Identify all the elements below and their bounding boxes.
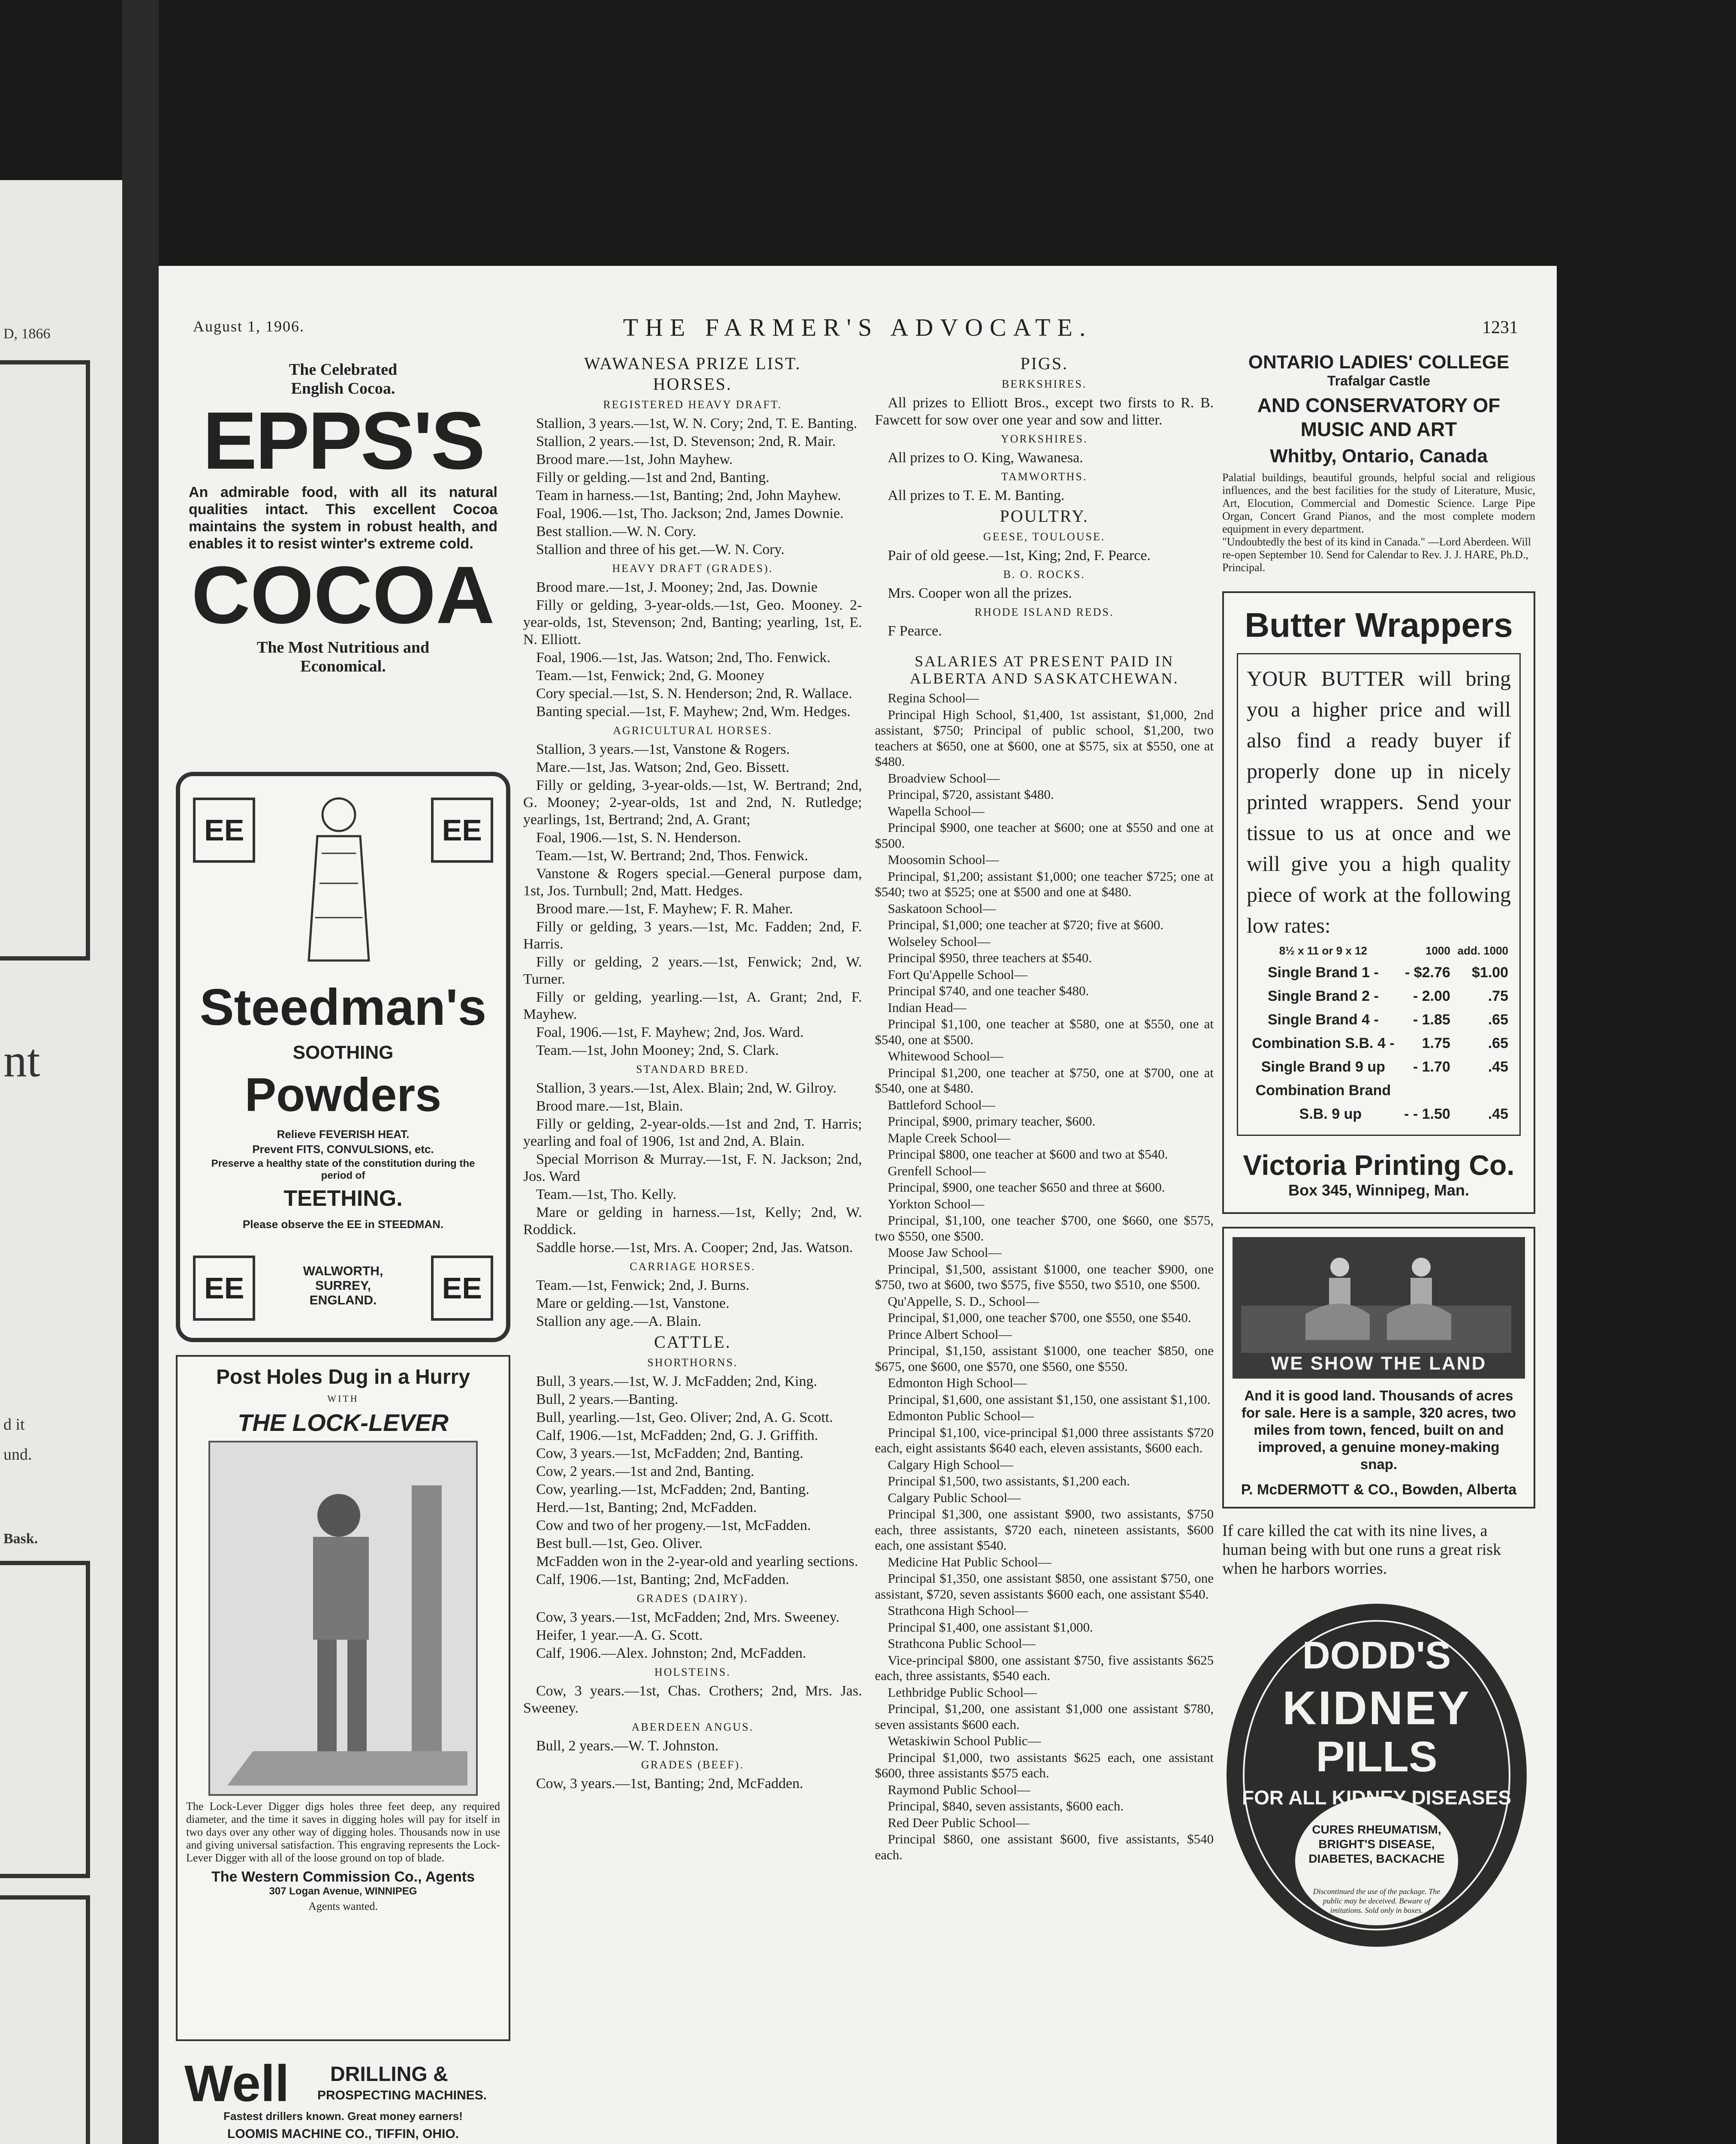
salary-entry: Principal, $1,000, one teacher $700, one $550, one $540. bbox=[888, 1310, 1191, 1325]
college-title2: AND CONSERVATORY OF MUSIC AND ART bbox=[1257, 394, 1501, 440]
college-title: ONTARIO LADIES' COLLEGE bbox=[1248, 352, 1510, 373]
prize-entry: Heifer, 1 year.—A. G. Scott. bbox=[536, 1627, 703, 1643]
prize-entry: Foal, 1906.—1st, Jas. Watson; 2nd, Tho. Fenwick. bbox=[536, 650, 831, 665]
posthole-address: 307 Logan Avenue, WINNIPEG bbox=[269, 1885, 417, 1897]
salary-entry: Principal $950, three teachers at $540. bbox=[888, 950, 1092, 965]
subsection-heading: CARRIAGE HORSES. bbox=[630, 1260, 756, 1273]
price-cell: Single Brand 2 - bbox=[1267, 988, 1379, 1004]
salary-entry: Principal $900, one teacher at $600; one at $550 and one at $500. bbox=[875, 820, 1214, 851]
salary-entry: Principal $860, one assistant $600, five assistants, $540 each. bbox=[875, 1831, 1214, 1862]
salary-entry: Edmonton High School— bbox=[888, 1375, 1027, 1390]
college-location: Whitby, Ontario, Canada bbox=[1270, 446, 1488, 467]
salary-entry: Strathcona High School— bbox=[888, 1603, 1028, 1618]
college-body: Palatial buildings, beautiful grounds, helpful social and religious influences, and the best facilities for the study of Literature, Music, Art, Elocution, Commercial and Domestic Science. Large Pipe Organ, Concert Grand Pianos, and the most complete modern equipment in every department. bbox=[1222, 471, 1535, 535]
edge-ad-frame bbox=[0, 360, 90, 961]
prize-entry: Mare.—1st, Jas. Watson; 2nd, Geo. Bissett. bbox=[536, 759, 790, 775]
prize-entry: Brood mare.—1st, Blain. bbox=[536, 1098, 683, 1114]
price-cell: 1.75 bbox=[1422, 1035, 1450, 1051]
posthole-body: The Lock-Lever Digger digs holes three feet deep, any required diameter, and the time it saves in digging holes will pay for itself in two days over any other way of digging holes. Thousands now in use and giving universal satisfaction. This engraving represents the Lock-Lever Digger with all of the loose ground on top of blade. bbox=[186, 1800, 500, 1864]
prize-entry: McFadden won in the 2-year-old and yearling sections. bbox=[536, 1554, 858, 1569]
salary-entry: Principal $1,350, one assistant $850, one assistant $750, one assistant, $720, seven assistants $600 each, one assistant $540. bbox=[875, 1571, 1214, 1602]
butter-body-box bbox=[1237, 653, 1521, 1136]
salary-entry: Principal $1,400, one assistant $1,000. bbox=[888, 1619, 1093, 1635]
posthole-brand: THE LOCK-LEVER bbox=[238, 1409, 449, 1436]
salary-entry: Principal $740, and one teacher $480. bbox=[888, 983, 1089, 998]
section-heading: HORSES. bbox=[653, 374, 732, 394]
price-cell: - $2.76 bbox=[1404, 964, 1450, 981]
price-cell: Single Brand 1 - bbox=[1267, 964, 1379, 981]
issue-date: August 1, 1906. bbox=[193, 318, 305, 335]
prize-entry: Calf, 1906.—1st, McFadden; 2nd, G. J. Griffith. bbox=[536, 1427, 818, 1443]
prize-entry: Cow, yearling.—1st, McFadden; 2nd, Banting. bbox=[536, 1482, 810, 1497]
prize-entry: Best stallion.—W. N. Cory. bbox=[536, 524, 696, 539]
salary-entry: Qu'Appelle, S. D., School— bbox=[888, 1293, 1039, 1309]
price-cell: - - 1.50 bbox=[1404, 1106, 1450, 1122]
salary-entry: Indian Head— bbox=[888, 1000, 967, 1015]
corner-mark: EE bbox=[431, 1256, 493, 1321]
prize-entry: Mare or gelding.—1st, Vanstone. bbox=[536, 1295, 729, 1311]
prize-entry: Stallion, 3 years.—1st, Alex. Blain; 2nd, W. Gilroy. bbox=[536, 1080, 837, 1096]
salary-entry: Principal, $1,200; assistant $1,000; one teacher $725; one at $540; two at $525; one at $500 and one at $480. bbox=[875, 868, 1214, 899]
butter-wrappers-ad bbox=[1222, 591, 1535, 1214]
salary-entry: Principal $1,300, one assistant $900, two assistants, $750 each, three assistants, $720 each, nineteen assistants, $600 each, one assistant $540. bbox=[875, 1506, 1214, 1553]
land-ad bbox=[1222, 1227, 1535, 1509]
salary-entry: Principal, $1,000; one teacher at $720; five at $600. bbox=[888, 917, 1164, 932]
salary-entry: Broadview School— bbox=[888, 770, 1000, 786]
prize-entry: Vanstone & Rogers special.—General purpose dam, 1st, Jos. Turnbull; 2nd, Matt. Hedges. bbox=[523, 866, 862, 899]
prize-entry: Team in harness.—1st, Banting; 2nd, John Mayhew. bbox=[536, 488, 841, 503]
newspaper-page bbox=[159, 266, 1557, 2144]
prize-entry: Filly or gelding, 3 years.—1st, Mc. Fadden; 2nd, F. Harris. bbox=[523, 919, 862, 952]
prize-entry: Stallion, 2 years.—1st, D. Stevenson; 2nd, R. Mair. bbox=[536, 434, 836, 449]
epps-body: An admirable food, with all its natural qualities intact. This excellent Cocoa maintains the system in robust health, and enables it to resist winter's extreme cold. bbox=[189, 484, 497, 552]
salary-entry: Principal, $1,500, assistant $1000, one teacher $900, one $750, two at $600, two $575, five $550, two $510, one $500. bbox=[875, 1261, 1214, 1292]
land-illustration bbox=[1233, 1237, 1525, 1379]
salary-entry: Lethbridge Public School— bbox=[888, 1684, 1037, 1700]
prize-entry: Cow and two of her progeny.—1st, McFadden. bbox=[536, 1518, 811, 1533]
price-cell: $1.00 bbox=[1471, 964, 1508, 981]
steedman-relieve: Relieve FEVERISH HEAT. bbox=[277, 1128, 410, 1141]
dodds-line1: DODD'S bbox=[1302, 1634, 1451, 1677]
page-number: 1231 bbox=[1482, 318, 1518, 337]
prize-entry: Cow, 3 years.—1st, Banting; 2nd, McFadden. bbox=[536, 1776, 803, 1792]
ontario-ladies-college-ad bbox=[1222, 352, 1535, 574]
subsection-heading: TAMWORTHS. bbox=[1001, 470, 1088, 483]
prize-entry: Bull, yearling.—1st, Geo. Oliver; 2nd, A. G. Scott. bbox=[536, 1409, 833, 1425]
price-cell: Combination Brand bbox=[1255, 1082, 1391, 1099]
prize-entry: Foal, 1906.—1st, S. N. Henderson. bbox=[536, 830, 741, 846]
man-digging-illustration bbox=[210, 1442, 476, 1794]
price-cell: S.B. 9 up bbox=[1299, 1106, 1362, 1122]
steedman-teething: TEETHING. bbox=[283, 1186, 403, 1211]
masthead: THE FARMER'S ADVOCATE. bbox=[623, 313, 1093, 341]
well-line2: PROSPECTING MACHINES. bbox=[317, 2088, 487, 2102]
epps-cocoa-ad bbox=[176, 352, 510, 772]
price-cell: .65 bbox=[1488, 1012, 1508, 1028]
prize-entry: Stallion, 3 years.—1st, Vanstone & Rogers. bbox=[536, 741, 790, 757]
salary-entry: Fort Qu'Appelle School— bbox=[888, 967, 1028, 982]
dodds-line2: KIDNEY bbox=[1282, 1682, 1471, 1734]
price-cell: add. 1000 bbox=[1457, 944, 1508, 957]
prize-entry: Team.—1st, Fenwick; 2nd, G. Mooney bbox=[536, 668, 765, 684]
salary-entry: Moosomin School— bbox=[888, 852, 999, 867]
steedman-line2: Powders bbox=[244, 1069, 442, 1121]
edge-fragment: Bask. bbox=[3, 1531, 38, 1547]
prize-entry: Filly or gelding, 2 years.—1st, Fenwick; 2nd, W. Turner. bbox=[523, 954, 862, 987]
salary-entry: Wolseley School— bbox=[888, 933, 991, 949]
salary-entry: Calgary Public School— bbox=[888, 1490, 1021, 1505]
riders-illustration bbox=[1241, 1241, 1511, 1353]
steedman-prevent: Prevent FITS, CONVULSIONS, etc. bbox=[252, 1143, 434, 1156]
dodds-inner: CURES RHEUMATISM, BRIGHT'S DISEASE, DIABETES, BACKACHE bbox=[1308, 1823, 1445, 1865]
edge-fragment: d it bbox=[3, 1415, 25, 1433]
price-cell: - 1.70 bbox=[1413, 1059, 1450, 1075]
edge-ad-frame bbox=[0, 1895, 90, 2144]
dodds-ring: FOR ALL KIDNEY DISEASES bbox=[1242, 1786, 1511, 1809]
salary-entry: Principal, $900, one teacher $650 and three at $600. bbox=[888, 1180, 1165, 1195]
section-heading: POULTRY. bbox=[1000, 506, 1089, 526]
post-hole-digger-ad bbox=[176, 1355, 510, 2041]
salary-entry: Wapella School— bbox=[888, 803, 985, 819]
prize-entry: Cory special.—1st, S. N. Henderson; 2nd, R. Wallace. bbox=[536, 686, 852, 702]
salary-entry: Medicine Hat Public School— bbox=[888, 1554, 1052, 1569]
corner-mark: EE bbox=[431, 798, 493, 863]
salary-entry: Principal $800, one teacher at $600 and two at $540. bbox=[888, 1147, 1168, 1162]
steedman-preserve: Preserve a healthy state of the constitution during the period of bbox=[211, 1158, 475, 1181]
posthole-title: Post Holes Dug in a Hurry bbox=[216, 1366, 470, 1388]
land-banner: WE SHOW THE LAND bbox=[1271, 1353, 1487, 1374]
salary-entry: Principal, $1,200, one assistant $1,000 one assistant $780, seven assistants $600 each. bbox=[875, 1701, 1214, 1732]
prize-entry: Best bull.—1st, Geo. Oliver. bbox=[536, 1536, 703, 1551]
prize-entry: Cow, 3 years.—1st, McFadden; 2nd, Mrs. Sweeney. bbox=[536, 1609, 840, 1625]
epps-product: COCOA bbox=[191, 550, 495, 641]
salary-entry: Principal $1,200, one teacher at $750, one at $700, one at $540, one at $480. bbox=[875, 1065, 1214, 1096]
prize-entry: Foal, 1906.—1st, Tho. Jackson; 2nd, James Downie. bbox=[536, 506, 844, 521]
printing-company: Victoria Printing Co. bbox=[1243, 1149, 1515, 1181]
prize-entry: Filly or gelding, 3-year-olds.—1st, W. Bertrand; 2nd, G. Mooney; 2-year-olds, 1st and 2nd, N. Rutledge; yearlings, 1st, Bertrand; 2nd, A. Grant; bbox=[523, 777, 862, 828]
college-quote: "Undoubtedly the best of its kind in Canada." —Lord Aberdeen. Will re-open September 10. Send for Calendar to Rev. J. J. HARE, Ph.D., Principal. bbox=[1222, 536, 1531, 574]
subsection-heading: SHORTHORNS. bbox=[647, 1356, 738, 1369]
prize-entry: Calf, 1906.—1st, Banting; 2nd, McFadden. bbox=[536, 1572, 790, 1587]
price-cell: 1000 bbox=[1425, 944, 1450, 957]
prize-entry: All prizes to T. E. M. Banting. bbox=[888, 488, 1065, 503]
steedman-brand: Steedman's bbox=[199, 979, 487, 1036]
salary-entry: Battleford School— bbox=[888, 1097, 995, 1112]
price-cell bbox=[1453, 1079, 1511, 1102]
digger-illustration bbox=[208, 1441, 478, 1796]
prize-entry: Cow, 3 years.—1st, Chas. Crothers; 2nd, Mrs. Jas. Sweeney. bbox=[523, 1683, 862, 1716]
prize-entry: Brood mare.—1st, John Mayhew. bbox=[536, 452, 733, 467]
price-cell: .45 bbox=[1488, 1059, 1508, 1075]
column-pigs-and-salaries bbox=[875, 352, 1214, 1864]
land-company: P. McDERMOTT & CO., Bowden, Alberta bbox=[1241, 1482, 1517, 1498]
price-row bbox=[1247, 1032, 1511, 1055]
price-row bbox=[1247, 961, 1511, 985]
price-header bbox=[1247, 941, 1511, 961]
salary-entry: Maple Creek School— bbox=[888, 1130, 1010, 1145]
edge-fragment: und. bbox=[3, 1445, 32, 1463]
salary-entry: Calgary High School— bbox=[888, 1457, 1013, 1472]
prize-entry: Stallion, 3 years.—1st, W. N. Cory; 2nd, T. E. Banting. bbox=[536, 416, 857, 431]
salary-entry: Saskatoon School— bbox=[888, 900, 996, 916]
edge-ad-frame bbox=[0, 1561, 90, 1878]
salary-entry: Prince Albert School— bbox=[888, 1326, 1012, 1342]
epps-brand: EPPS'S bbox=[202, 395, 484, 486]
section-heading: CATTLE. bbox=[654, 1332, 731, 1352]
adjacent-page-fragment bbox=[0, 180, 122, 2144]
salary-entry: Wetaskiwin School Public— bbox=[888, 1733, 1041, 1748]
prize-entry: Calf, 1906.—Alex. Johnston; 2nd, McFadden. bbox=[536, 1645, 806, 1661]
price-table bbox=[1247, 941, 1511, 1126]
price-cell bbox=[1400, 1079, 1453, 1102]
salary-entry: Principal, $1,100, one teacher $700, one $660, one $575, two $550, one $500. bbox=[875, 1213, 1214, 1244]
article-title: WAWANESA PRIZE LIST. bbox=[584, 354, 802, 373]
subsection-heading: RHODE ISLAND REDS. bbox=[974, 606, 1114, 618]
well-line3: Fastest drillers known. Great money earners! bbox=[223, 2110, 463, 2123]
page-gutter bbox=[122, 0, 159, 2144]
prize-entry: Pair of old geese.—1st, King; 2nd, F. Pearce. bbox=[888, 548, 1151, 563]
well-line4: LOOMIS MACHINE CO., TIFFIN, OHIO. bbox=[227, 2127, 459, 2141]
price-cell: 8½ x 11 or 9 x 12 bbox=[1279, 944, 1368, 957]
epps-tagline: The Most Nutritious and Economical. bbox=[256, 638, 430, 675]
price-cell: - 1.85 bbox=[1413, 1012, 1450, 1028]
filler-paragraph: If care killed the cat with its nine lives, a human being with but one runs a great risk when he harbors worries. bbox=[1222, 1522, 1501, 1578]
subsection-heading: REGISTERED HEAVY DRAFT. bbox=[603, 398, 782, 411]
price-cell: Single Brand 9 up bbox=[1261, 1059, 1385, 1075]
dodds-kidney-pills-ad bbox=[1222, 1595, 1531, 1947]
section-heading: PIGS. bbox=[1020, 354, 1068, 373]
steedman-address: WALWORTH, SURREY, ENGLAND. bbox=[303, 1264, 383, 1307]
salary-entry: Principal, $840, seven assistants, $600 each. bbox=[888, 1798, 1124, 1813]
salary-entry: Regina School— bbox=[888, 690, 979, 705]
salary-entry: Moose Jaw School— bbox=[888, 1245, 1002, 1260]
edge-fragment: nt bbox=[3, 1034, 40, 1087]
salary-entry: Principal, $900, primary teacher, $600. bbox=[888, 1114, 1096, 1129]
prize-entry: Brood mare.—1st, F. Mayhew; F. R. Maher. bbox=[536, 901, 793, 917]
column-wawanesa-prize-list bbox=[523, 352, 862, 1793]
prize-entry: Filly or gelding, 2-year-olds.—1st and 2nd, T. Harris; yearling and foal of 1906, 1st and 2nd, A. Blain. bbox=[523, 1116, 862, 1149]
salary-entry: Strathcona Public School— bbox=[888, 1636, 1036, 1651]
posthole-agents: The Western Commission Co., Agents bbox=[211, 1869, 475, 1885]
prize-entry: Team.—1st, Tho. Kelly. bbox=[536, 1186, 677, 1202]
steedman-observe: Please observe the EE in STEEDMAN. bbox=[242, 1218, 444, 1231]
salary-entry: Principal $1,100, vice-principal $1,000 three assistants $720 each, eight assistants $640 each, eleven assistants, $600 each. bbox=[875, 1424, 1214, 1455]
subsection-heading: BERKSHIRES. bbox=[1001, 378, 1087, 390]
price-cell: - 2.00 bbox=[1413, 988, 1450, 1004]
price-cell: .65 bbox=[1488, 1035, 1508, 1051]
prize-entry: Mare or gelding in harness.—1st, Kelly; 2nd, W. Roddick. bbox=[523, 1204, 862, 1238]
prize-entry: Filly or gelding, yearling.—1st, A. Grant; 2nd, F. Mayhew. bbox=[523, 989, 862, 1022]
subsection-heading: ABERDEEN ANGUS. bbox=[631, 1721, 754, 1733]
subsection-heading: STANDARD BRED. bbox=[636, 1063, 749, 1075]
article-title: SALARIES AT PRESENT PAID IN ALBERTA AND SASKATCHEWAN. bbox=[910, 653, 1179, 687]
subsection-heading: HOLSTEINS. bbox=[654, 1666, 731, 1678]
well-drilling-ad bbox=[176, 2054, 510, 2144]
well-big: Well bbox=[184, 2055, 289, 2112]
page-header bbox=[159, 313, 1557, 347]
subsection-heading: GEESE, TOULOUSE. bbox=[983, 530, 1106, 543]
salary-list bbox=[875, 690, 1214, 1863]
land-body: And it is good land. Thousands of acres for sale. Here is a sample, 320 acres, two miles from town, fenced, built on and improved, a genuine money-making snap. bbox=[1241, 1388, 1516, 1472]
prize-entry: Special Morrison & Murray.—1st, F. N. Jackson; 2nd, Jos. Ward bbox=[523, 1151, 862, 1184]
prize-entry: Filly or gelding.—1st and 2nd, Banting. bbox=[536, 470, 769, 485]
salary-entry: Principal $1,500, two assistants, $1,200 each. bbox=[888, 1473, 1130, 1488]
prize-entry: Mrs. Cooper won all the prizes. bbox=[888, 585, 1072, 601]
price-row bbox=[1247, 1008, 1511, 1032]
price-row bbox=[1247, 1055, 1511, 1079]
salary-entry: Grenfell School— bbox=[888, 1163, 986, 1178]
column-advertisements-right bbox=[1222, 352, 1535, 1947]
printing-address: Box 345, Winnipeg, Man. bbox=[1288, 1181, 1469, 1199]
salary-entry: Vice-principal $800, one assistant $750, five assistants $625 each, three assistants, $540 each. bbox=[875, 1652, 1214, 1683]
prize-entry: Banting special.—1st, F. Mayhew; 2nd, Wm. Hedges. bbox=[536, 704, 851, 720]
price-cell: .45 bbox=[1488, 1106, 1508, 1122]
salary-entry: Principal, $1,600, one assistant $1,150, one assistant $1,100. bbox=[888, 1391, 1211, 1407]
butter-title: Butter Wrappers bbox=[1245, 606, 1513, 644]
price-cell: .75 bbox=[1488, 988, 1508, 1004]
price-row bbox=[1247, 1102, 1511, 1126]
prize-entry: Brood mare.—1st, J. Mooney; 2nd, Jas. Downie bbox=[536, 579, 818, 595]
edge-date: D, 1866 bbox=[3, 326, 51, 342]
prize-entry: Team.—1st, John Mooney; 2nd, S. Clark. bbox=[536, 1042, 779, 1058]
subsection-heading: GRADES (BEEF). bbox=[641, 1759, 744, 1771]
college-subtitle: Trafalgar Castle bbox=[1327, 373, 1431, 388]
prize-entry: Bull, 2 years.—Banting. bbox=[536, 1391, 678, 1407]
prize-entry: Stallion any age.—A. Blain. bbox=[536, 1313, 702, 1329]
prize-entry: Stallion and three of his get.—W. N. Cory. bbox=[536, 542, 785, 557]
price-row bbox=[1247, 1079, 1511, 1102]
subsection-heading: HEAVY DRAFT (GRADES). bbox=[612, 562, 773, 575]
prize-entry: Bull, 3 years.—1st, W. J. McFadden; 2nd, King. bbox=[536, 1373, 817, 1389]
subsection-heading: YORKSHIRES. bbox=[1001, 433, 1088, 445]
prize-entry: Team.—1st, W. Bertrand; 2nd, Thos. Fenwick. bbox=[536, 848, 808, 864]
subsection-heading: B. O. ROCKS. bbox=[1003, 568, 1085, 581]
salary-entry: Principal High School, $1,400, 1st assistant, $1,000, 2nd assistant, $750; Principal of public school, $1,200, two teachers at $650, one at $600, one at $575, six at $550, one at $480. bbox=[875, 707, 1214, 769]
epps-intro: The Celebrated English Cocoa. bbox=[289, 361, 398, 397]
prize-entry: All prizes to O. King, Wawanesa. bbox=[888, 450, 1083, 466]
dodds-line3: PILLS bbox=[1316, 1733, 1438, 1781]
steedman-line1: SOOTHING bbox=[292, 1042, 394, 1063]
salary-entry: Principal, $1,150, assistant $1000, one teacher $850, one $675, one $600, one $570, one $560, one $550. bbox=[875, 1343, 1214, 1374]
posthole-with: WITH bbox=[327, 1393, 359, 1404]
corner-mark: EE bbox=[193, 798, 255, 863]
prize-entry: Bull, 2 years.—W. T. Johnston. bbox=[536, 1738, 719, 1754]
salary-entry: Edmonton Public School— bbox=[888, 1408, 1034, 1423]
posthole-wanted: Agents wanted. bbox=[308, 1900, 378, 1912]
salary-entry: Principal $1,100, one teacher at $580, one at $550, one at $540, one at $500. bbox=[875, 1016, 1214, 1047]
prize-entry: All prizes to Elliott Bros., except two firsts to R. B. Fawcett for sow over one year and sow and litter. bbox=[875, 395, 1214, 428]
child-illustration bbox=[304, 789, 373, 969]
salary-entry: Raymond Public School— bbox=[888, 1782, 1031, 1797]
prize-entry: Saddle horse.—1st, Mrs. A. Cooper; 2nd, Jas. Watson. bbox=[536, 1240, 853, 1256]
dodds-warning: Discontinued the use of the package. The public may be deceived. Beware of imitations. Sold only in boxes. bbox=[1313, 1887, 1441, 1915]
price-cell: Single Brand 4 - bbox=[1267, 1012, 1379, 1028]
salary-entry: Whitewood School— bbox=[888, 1048, 1004, 1063]
prize-entry: Filly or gelding, 3-year-olds.—1st, Geo. Mooney. 2-year-olds, 1st, Stevenson; 2nd, Banting; yearling, 1st, E. N. Elliott. bbox=[523, 597, 862, 647]
column-advertisements-left bbox=[176, 352, 510, 2144]
price-cell: Combination S.B. 4 - bbox=[1252, 1035, 1395, 1051]
salary-entry: Yorkton School— bbox=[888, 1196, 985, 1211]
steedman-ad bbox=[176, 772, 510, 1342]
prize-entry: Foal, 1906.—1st, F. Mayhew; 2nd, Jos. Ward. bbox=[536, 1024, 804, 1040]
prize-entry: F Pearce. bbox=[888, 623, 942, 639]
prize-entry: Herd.—1st, Banting; 2nd, McFadden. bbox=[536, 1500, 757, 1515]
butter-body: YOUR BUTTER will bring you a higher price and will also find a ready buyer if properly done up in nicely printed wrappers. Send your tissue to us at once and we will give you a high quality piece of work at the following low rates: bbox=[1247, 666, 1511, 937]
prize-entry: Cow, 2 years.—1st and 2nd, Banting. bbox=[536, 1463, 754, 1479]
subsection-heading: GRADES (DAIRY). bbox=[636, 1592, 749, 1605]
salary-entry: Principal $1,000, two assistants $625 each, one assistant $600, three assistants $575 each. bbox=[875, 1750, 1214, 1780]
price-row bbox=[1247, 985, 1511, 1008]
subsection-heading: AGRICULTURAL HORSES. bbox=[613, 724, 772, 737]
prize-entry: Cow, 3 years.—1st, McFadden; 2nd, Banting. bbox=[536, 1445, 803, 1461]
salary-entry: Principal, $720, assistant $480. bbox=[888, 787, 1054, 802]
salary-entry: Red Deer Public School— bbox=[888, 1815, 1029, 1830]
well-line1: DRILLING & bbox=[330, 2063, 448, 2086]
prize-entry: Team.—1st, Fenwick; 2nd, J. Burns. bbox=[536, 1277, 750, 1293]
corner-mark: EE bbox=[193, 1256, 255, 1321]
